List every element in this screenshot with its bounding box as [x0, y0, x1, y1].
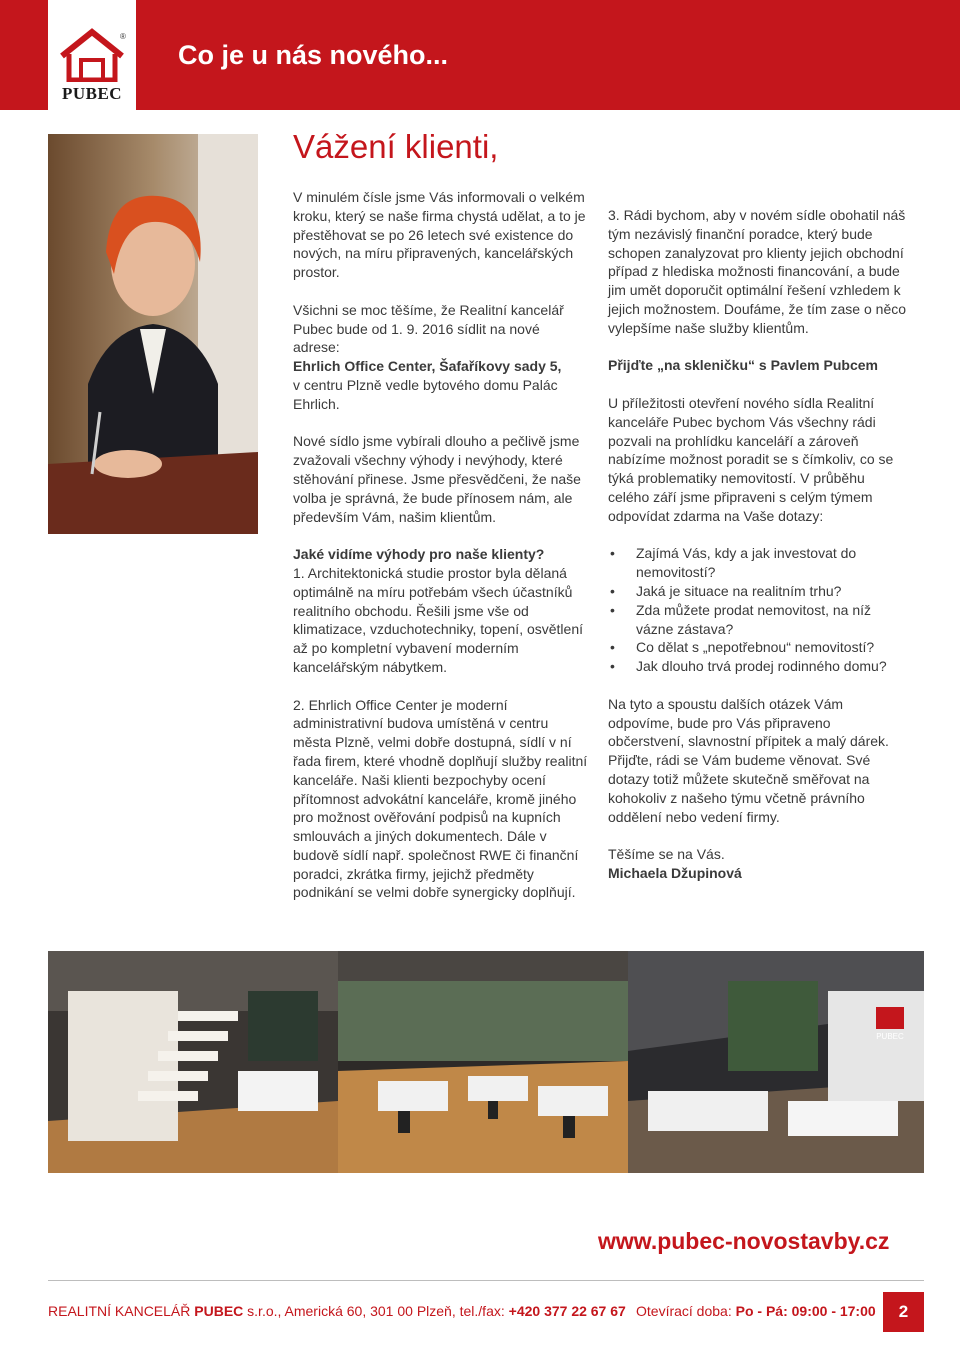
new-address: Ehrlich Office Center, Šafaříkovy sady 5, [293, 358, 562, 375]
article-column-left [293, 188, 589, 921]
benefit-2-paragraph: 2. Ehrlich Office Center je moderní administrativní budova umístěná v centru města Plzně, velmi dobře dostupná, sídlí v ní řada firem, které vhodně doplňují služby realitní kanceláře. Naši klienti bezpochyby ocení přítomnost advokátní kanceláře, kromě jiného pro možnost ověřování podpisů na kupních smlouvách a jiných dokumentech. Dále v budově sídlí např. společnost RWE či finanční poradci, zkrátka firmy, jejichž předměty podnikání se velmi dobře synergicky doplňují. [293, 696, 588, 901]
hours-value: Po - Pá: 09:00 - 17:00 [735, 1303, 876, 1319]
article-column-right [608, 206, 908, 883]
list-item: • Jaká je situace na realitním trhu? [608, 582, 908, 601]
benefit-1-paragraph: 1. Architektonická studie prostor byla dělaná optimálně na míru potřebám všech účastníků realitního obchodu. Řešili jsme vše od klimatizace, vzduchotechniky, topení, osvětlení až po kompletní vybavení moderním kancelářským nábytkem. [293, 564, 584, 675]
website-link[interactable]: www.pubec-novostavby.cz [598, 1228, 890, 1254]
benefits-heading: Jaké vidíme výhody pro naše klienty? [293, 546, 545, 563]
page-number: 2 [883, 1292, 924, 1332]
list-item: • Co dělat s „nepotřebnou“ nemovitostí? [608, 638, 908, 657]
office-photo-staircase [48, 951, 338, 1173]
footer-address: , Americká 60, 301 00 Plzeň, tel./fax: [277, 1303, 509, 1319]
greeting-heading: Vážení klienti, [293, 128, 499, 165]
address-paragraph [293, 301, 589, 414]
footer-contact [48, 1303, 626, 1319]
list-item: • Zda můžete prodat nemovitost, na níž vázne zástava? [608, 601, 908, 639]
invitation-heading: Přijďte „na skleničku“ s Pavlem Pubcem [608, 357, 878, 374]
hours-label: Otevírací doba: [636, 1303, 736, 1319]
refreshment-paragraph: Na tyto a spoustu dalších otázek Vám odpovíme, bude pro Vás připraveno občerstvení, slavnostní přípitek a malý dárek. Přijďte, rádi se Vám budeme věnovat. Své dotazy totiž můžete skutečně směřovat na kohokoliv z našeho týmu včetně právního oddělení nebo vedení firmy. [608, 695, 889, 825]
closing-line: Těšíme se na Vás. [608, 846, 725, 863]
footer-phone: +420 377 22 67 67 [508, 1303, 626, 1319]
pubec-logo [48, 0, 136, 110]
signature: Michaela Džupinová [608, 864, 742, 881]
list-item: • Jak dlouho trvá prodej rodinného domu? [608, 657, 908, 676]
footer-company-name: PUBEC [194, 1303, 244, 1319]
logo-text: PUBEC [61, 84, 123, 103]
footer-opening-hours [636, 1303, 876, 1319]
footer-company-prefix: REALITNÍ KANCELÁŘ [48, 1303, 195, 1319]
office-photo-reception [628, 951, 924, 1173]
footer-company-suffix: s.r.o. [243, 1303, 278, 1319]
address-intro: Všichni se moc těšíme, že Realitní kancelář Pubec bude od 1. 9. 2016 sídlit na nové adrese: [293, 301, 564, 356]
registered-mark: ® [120, 32, 126, 41]
footer-divider [48, 1280, 924, 1281]
page-title: Co je u nás nového... [178, 40, 449, 70]
address-location: v centru Plzně vedle bytového domu Palác Ehrlich. [293, 376, 558, 412]
move-paragraph: Nové sídlo jsme vybírali dlouho a pečlivě jsme zvažovali všechny výhody i nevýhody, které stěhování přinese. Jsme přesvědčeni, že naše volba je správná, že bude přínosem nám, ale především Vám, našim klientům. [293, 433, 581, 525]
intro-paragraph: V minulém čísle jsme Vás informovali o velkém kroku, který se naše firma chystá udělat, a to je přestěhovat se po 26 letech své existence do nových, na míru připravených, kancelářských prostor. [293, 189, 586, 281]
office-photo-open-space [338, 951, 628, 1173]
house-logo-icon [58, 28, 126, 82]
benefit-3-paragraph: 3. Rádi bychom, aby v novém sídle obohatil náš tým nezávislý finanční poradce, který bude schopen zanalyzovat pro klienty jejich obchodní případ z hlediska možnosti financování, a bude jim umět doporučit optimální řešení vzhledem k jejich možnostem. Doufáme, že tím zase o něco vylepšíme naše služby klientům. [608, 207, 907, 336]
portrait-photo [48, 134, 258, 534]
list-item: • Zajímá Vás, kdy a jak investovat do nemovitostí? [608, 544, 908, 582]
invitation-paragraph: U příležitosti otevření nového sídla Realitní kanceláře Pubec bychom Vás všechny rádi pozvali na prohlídku kanceláří a zároveň nabízíme možnost poradit se s čímkoliv, co se týká problematiky nemovitostí. V průběhu celého září jsme připraveni s celým týmem odpovídat zdarma na Vaše dotazy: [608, 394, 894, 524]
questions-list [608, 544, 908, 676]
header-bar [0, 0, 960, 110]
wall-logo-text: PUBEC [876, 1032, 904, 1041]
